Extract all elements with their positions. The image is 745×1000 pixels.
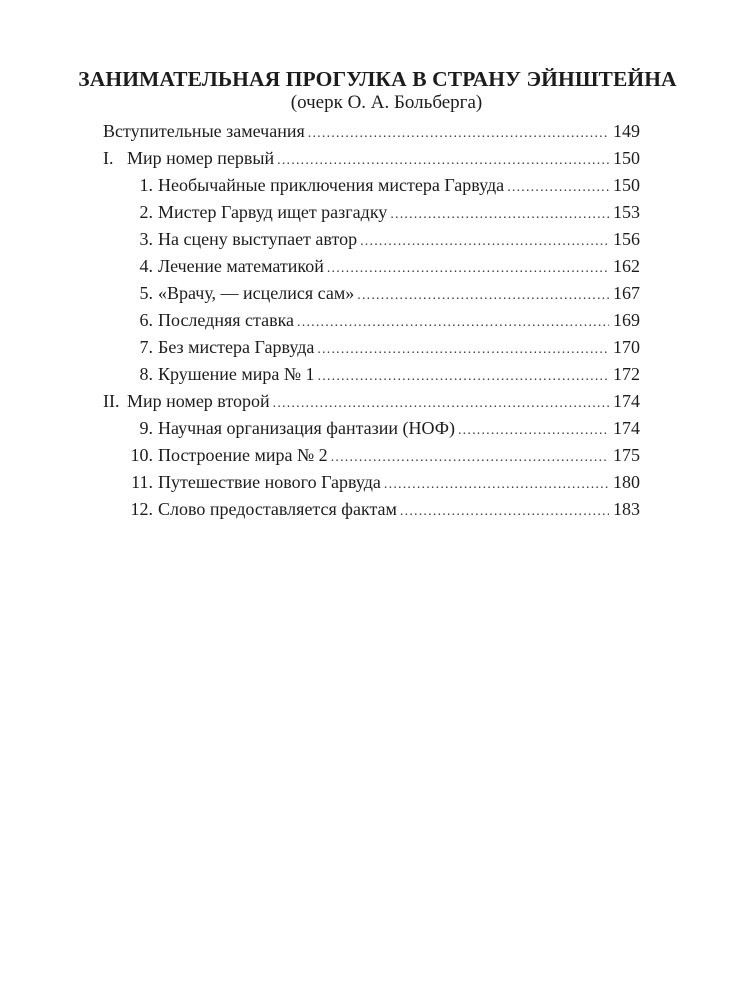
leader-dots [400, 498, 609, 525]
leader-dots [360, 228, 609, 255]
toc-page-number: 172 [613, 364, 640, 384]
leader-dots [331, 444, 609, 471]
toc-part-2[interactable] [103, 388, 640, 415]
chapter-title: Последняя ставка [158, 310, 295, 330]
toc-chapter-3[interactable] [103, 226, 640, 253]
toc-entry-label [103, 199, 390, 226]
part-numeral: I. [103, 148, 114, 168]
toc-entry-label [103, 334, 317, 361]
toc-entry-label [103, 307, 297, 334]
toc-part-1[interactable] [103, 145, 640, 172]
leader-dots [318, 363, 609, 390]
toc-chapter-5[interactable] [103, 280, 640, 307]
toc-page-number: 150 [613, 175, 640, 195]
leader-dots [507, 174, 609, 201]
leader-dots [458, 417, 609, 444]
toc-entry-label [103, 415, 458, 442]
chapter-title: Путешествие нового Гарвуда [158, 472, 381, 492]
toc-page-number: 150 [613, 148, 640, 168]
leader-dots [327, 255, 609, 282]
leader-dots [317, 336, 609, 363]
toc-page-number: 153 [613, 202, 640, 222]
toc-page-number: 169 [613, 310, 640, 330]
toc-page-number: 180 [613, 472, 640, 492]
toc-chapter-6[interactable] [103, 307, 640, 334]
chapter-number: 5. [139, 283, 153, 303]
toc-page-number: 156 [613, 229, 640, 249]
leader-dots [384, 471, 609, 498]
toc-entry-label [103, 280, 357, 307]
leader-dots [273, 390, 609, 417]
toc-chapter-11[interactable] [103, 469, 640, 496]
chapter-number: 8. [139, 364, 153, 384]
leader-dots [357, 282, 609, 309]
toc-chapter-4[interactable] [103, 253, 640, 280]
chapter-number: 12. [130, 499, 153, 519]
toc-entry-label [103, 253, 327, 280]
leader-dots [297, 309, 609, 336]
toc-chapter-9[interactable] [103, 415, 640, 442]
toc-entry-label [103, 226, 360, 253]
toc-chapter-8[interactable] [103, 361, 640, 388]
chapter-title: Лечение математикой [158, 256, 324, 276]
toc-entry-label [103, 361, 318, 388]
toc-entry-label: Вступительные замечания [103, 121, 305, 141]
toc-page-number: 149 [613, 121, 640, 141]
toc-entry-label [103, 145, 277, 172]
chapter-title: Мистер Гарвуд ищет разгадку [158, 202, 388, 222]
chapter-title: Построение мира № 2 [158, 445, 328, 465]
toc-chapter-7[interactable] [103, 334, 640, 361]
toc-chapter-2[interactable] [103, 199, 640, 226]
essay-title: ЗАНИМАТЕЛЬНАЯ ПРОГУЛКА В СТРАНУ ЭЙНШТЕЙНА [78, 67, 677, 91]
chapter-number: 9. [139, 418, 153, 438]
table-of-contents [103, 118, 640, 523]
leader-dots [390, 201, 609, 228]
chapter-number: 3. [139, 229, 153, 249]
chapter-number: 10. [130, 445, 153, 465]
toc-entry-label [103, 496, 400, 523]
part-title: Мир номер первый [127, 148, 275, 168]
chapter-number: 6. [139, 310, 153, 330]
toc-entry-label [103, 388, 273, 415]
toc-chapter-1[interactable] [103, 172, 640, 199]
toc-entry-label [103, 172, 507, 199]
chapter-title: «Врачу, — исцелися сам» [158, 283, 355, 303]
chapter-title: Научная организация фантазии (НОФ) [158, 418, 455, 438]
chapter-number: 4. [139, 256, 153, 276]
chapter-title: Без мистера Гарвуда [158, 337, 315, 357]
toc-heading [0, 66, 745, 114]
toc-entry-intro[interactable] [103, 118, 640, 145]
toc-page-number: 174 [613, 418, 640, 438]
toc-page-number: 170 [613, 337, 640, 357]
toc-chapter-12[interactable] [103, 496, 640, 523]
toc-page-number: 174 [613, 391, 640, 411]
toc-page-number: 183 [613, 499, 640, 519]
leader-dots [308, 120, 609, 147]
chapter-title: Крушение мира № 1 [158, 364, 315, 384]
leader-dots [277, 147, 609, 174]
chapter-title: Необычайные приключения мистера Гарвуда [158, 175, 505, 195]
part-title: Мир номер второй [127, 391, 270, 411]
chapter-number: 1. [139, 175, 153, 195]
part-numeral: II. [103, 391, 120, 411]
chapter-number: 2. [139, 202, 153, 222]
toc-entry-label [103, 469, 384, 496]
chapter-number: 7. [139, 337, 153, 357]
chapter-number: 11. [131, 472, 153, 492]
toc-chapter-10[interactable] [103, 442, 640, 469]
chapter-title: На сцену выступает автор [158, 229, 358, 249]
toc-page-number: 167 [613, 283, 640, 303]
essay-subtitle: (очерк О. А. Больберга) [290, 92, 483, 113]
toc-page-number: 175 [613, 445, 640, 465]
toc-entry-label [103, 442, 331, 469]
chapter-title: Слово предоставляется фактам [158, 499, 397, 519]
toc-page-number: 162 [613, 256, 640, 276]
